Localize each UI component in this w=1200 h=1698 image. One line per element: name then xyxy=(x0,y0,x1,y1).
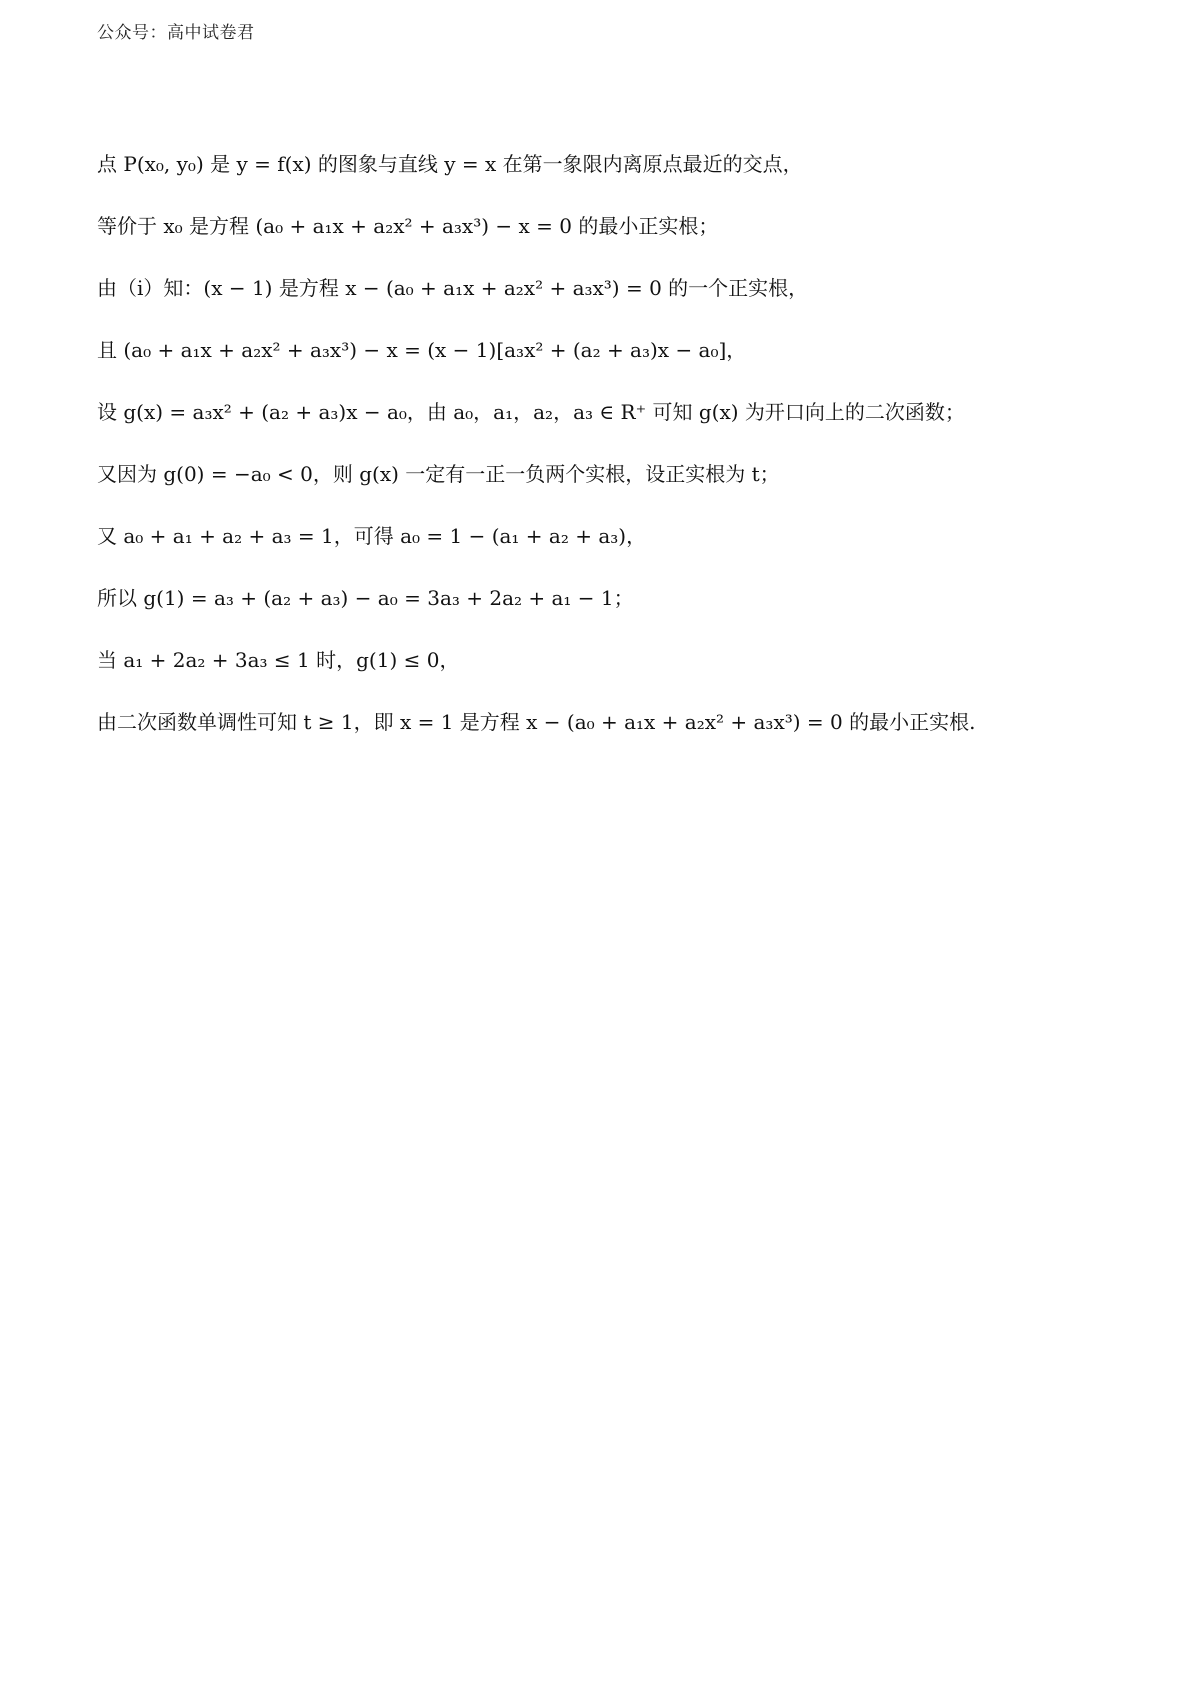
solution-line xyxy=(97,328,1117,390)
line-text: 当 a₁ + 2a₂ + 3a₃ ≤ 1 时，g(1) ≤ 0， xyxy=(97,648,460,672)
line-text: 设 g(x) = a₃x² + (a₂ + a₃)x − a₀，由 a₀，a₁，a₂，a₃ ∈ R⁺ 可知 g(x) 为开口向上的二次函数； xyxy=(97,400,965,424)
solution-line xyxy=(97,204,1117,266)
solution-line xyxy=(97,700,1117,762)
line-text: 且 (a₀ + a₁x + a₂x² + a₃x³) − x = (x − 1)[a₃x² + (a₂ + a₃)x − a₀]， xyxy=(97,338,747,362)
solution-line xyxy=(97,576,1117,638)
solution-line xyxy=(97,390,1117,452)
solution-line xyxy=(97,452,1117,514)
line-text: 由二次函数单调性可知 t ≥ 1，即 x = 1 是方程 x − (a₀ + a₁x + a₂x² + a₃x³) = 0 的最小正实根. xyxy=(97,710,976,734)
line-text: 所以 g(1) = a₃ + (a₂ + a₃) − a₀ = 3a₃ + 2a₂ + a₁ − 1； xyxy=(97,586,634,610)
page-header xyxy=(97,18,255,43)
solution-line xyxy=(97,266,1117,328)
line-text: 由（i）知：(x − 1) 是方程 x − (a₀ + a₁x + a₂x² + a₃x³) = 0 的一个正实根， xyxy=(97,276,809,300)
solution-line xyxy=(97,142,1117,204)
line-text: 等价于 x₀ 是方程 (a₀ + a₁x + a₂x² + a₃x³) − x = 0 的最小正实根； xyxy=(97,214,719,238)
solution-body xyxy=(97,142,1117,762)
solution-line xyxy=(97,638,1117,700)
header-text: 公众号：高中试卷君 xyxy=(97,23,255,43)
line-text: 又 a₀ + a₁ + a₂ + a₃ = 1，可得 a₀ = 1 − (a₁ + a₂ + a₃)， xyxy=(97,524,647,548)
line-text: 又因为 g(0) = −a₀ < 0，则 g(x) 一定有一正一负两个实根，设正实根为 t； xyxy=(97,462,780,486)
line-text: 点 P(x₀, y₀) 是 y = f(x) 的图象与直线 y = x 在第一象限内离原点最近的交点， xyxy=(97,152,803,176)
solution-line xyxy=(97,514,1117,576)
